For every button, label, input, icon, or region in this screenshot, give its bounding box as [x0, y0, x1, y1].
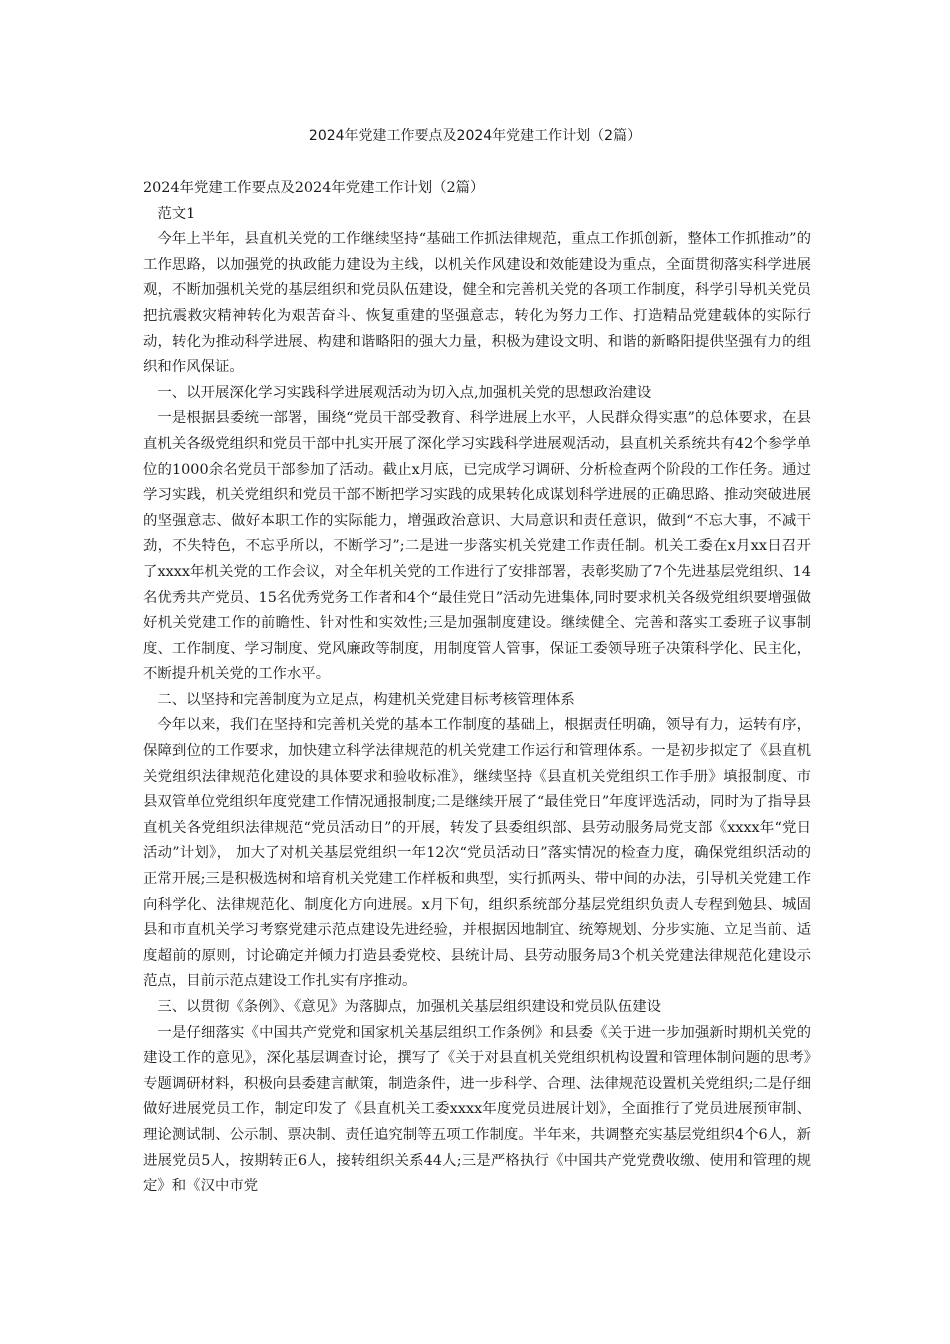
section-heading-3: 三、以贯彻《条例》、《意见》为落脚点，加强机关基层组织建设和党员队伍建设	[157, 999, 662, 1015]
section-body-3: 一是仔细落实《中国共产党党和国家机关基层组织工作条例》和县委《关于进一步加强新时期机关党的建设工作的意见》，深化基层调查讨论，撰写了《关于对县直机关党组织机构设置和管理体制问题的思考》专题调研材料，积极向县委建言献策，制造条件，进一步科学、合理、法律规范设置机关党组织;二是仔细做好进展党员工作，制定印发了《县直机关工委xxxx年度党员进展计划》，全面推行了党员进展预审制、理论测试制、公示制、票决制、责任追究制等五项工作制度。半年来，共调整充实基层党组织4个6人，新进展党员5人，按期转正6人，接转组织关系44人;三是严格执行《中国共产党党费收缴、使用和管理的规定》和《汉中市党	[143, 1024, 811, 1195]
body-heading: 2024年党建工作要点及2024年党建工作计划（2篇）	[143, 180, 485, 196]
section-body-1: 一是根据县委统一部署，围绕“党员干部受教育、科学进展上水平，人民群众得实惠”的总体要求，在县直机关各级党组织和党员干部中扎实开展了深化学习实践科学进展观活动，县直机关系统共有42个参学单位的1000余名党员干部参加了活动。截止x月底，已完成学习调研、分析检查两个阶段的工作任务。通过学习实践，机关党组织和党员干部不断把学习实践的成果转化成谋划科学进展的正确思路、推动突破进展的坚强意志、做好本职工作的实际能力，增强政治意识、大局意识和责任意识，做到“不忘大事，不减干劲，不失特色，不忘乎所以，不断学习”;二是进一步落实机关党建工作责任制。机关工委在x月xx日召开了xxxx年机关党的工作会议，对全年机关党的工作进行了安排部署，表彰奖励了7个先进基层党组织、14名优秀共产党员、15名优秀党务工作者和4个“最佳党日”活动先进集体,同时要求机关各级党组织要增强做好机关党建工作的前瞻性、针对性和实效性;三是加强制度建设。继续健全、完善和落实工委班子议事制度、工作制度、学习制度、党风廉政等制度，用制度管人管事，保证工委领导班子决策科学化、民主化，不断提升机关党的工作水平。	[143, 410, 811, 683]
section-heading-1: 一、以开展深化学习实践科学进展观活动为切入点,加强机关党的思想政治建设	[157, 384, 652, 401]
section-heading-2: 二、以坚持和完善制度为立足点，构建机关党建目标考核管理体系	[157, 691, 575, 708]
section-body-2: 今年以来，我们在坚持和完善机关党的基本工作制度的基础上，根据责任明确，领导有力，运转有序，保障到位的工作要求，加快建立科学法律规范的机关党建工作运行和管理体系。一是初步拟定了《县直机关党组织法律规范化建设的具体要求和验收标准》，继续坚持《县直机关党组织工作手册》填报制度、市县双管单位党组织年度党建工作情况通报制度;二是继续开展了“最佳党日”年度评选活动，同时为了指导县直机关各党组织法律规范“党员活动日”的开展，转发了县委组织部、县劳动服务局党支部《xxxx年“党日活动”计划》， 加大了对机关基层党组织一年12次“党员活动日”落实情况的检查力度，确保党组织活动的正常开展;三是积极选树和培育机关党建工作样板和典型，实行抓两头、带中间的办法，引导机关党建工作向科学化、法律规范化、制度化方向进展。x月下旬，组织系统部分基层党组织负责人专程到勉县、城固县和市直机关学习考察党建示范点建设先进经验，并根据因地制宜、统筹规划、分步实施、立足当前、适度超前的原则，讨论确定并倾力打造县委党校、县统计局、县劳动服务局3个机关党建法律规范化建设示范点，目前示范点建设工作扎实有序推动。	[143, 717, 811, 990]
document-body	[143, 176, 811, 1200]
document-title: 2024年党建工作要点及2024年党建工作计划（2篇）	[308, 128, 642, 144]
intro-paragraph: 今年上半年，县直机关党的工作继续坚持“基础工作抓法律规范，重点工作抓创新，整体工作抓推动”的工作思路，以加强党的执政能力建设为主线，以机关作风建设和效能建设为重点，全面贯彻落实科学进展观，不断加强机关党的基层组织和党员队伍建设，健全和完善机关党的各项工作制度，科学引导机关党员把抗震救灾精神转化为艰苦奋斗、恢复重建的坚强意志，转化为努力工作、打造精品党建载体的实际行动，转化为推动科学进展、构建和谐略阳的强大力量，积极为建设文明、和谐的新略阳提供坚强有力的组织和作风保证。	[143, 231, 811, 376]
sample-label: 范文1	[157, 205, 196, 222]
